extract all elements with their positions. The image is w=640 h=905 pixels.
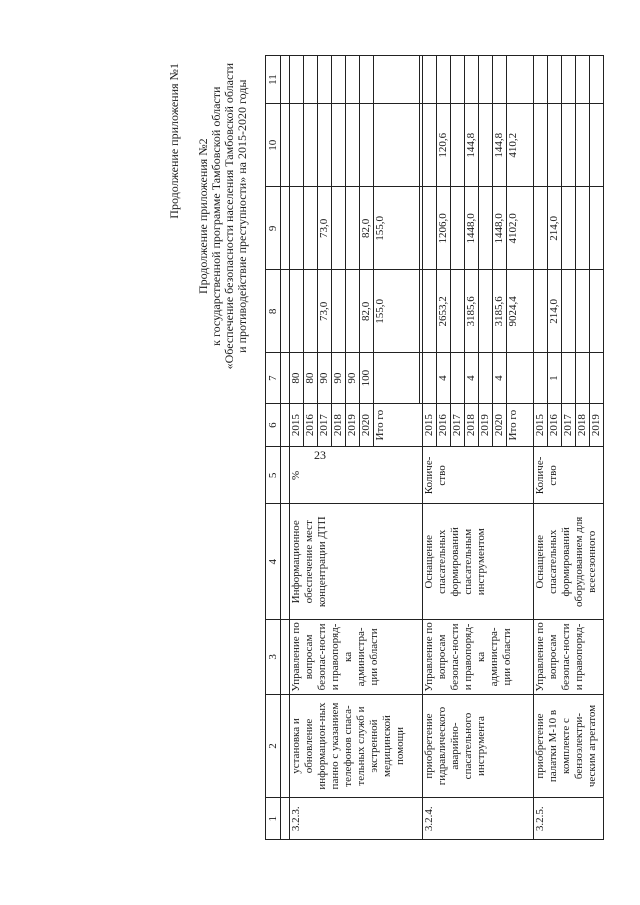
- col-5: 5: [266, 447, 281, 504]
- value-cell: 144,8: [465, 104, 479, 187]
- value-cell: 1448,0: [493, 187, 507, 270]
- value-cell: [332, 187, 346, 270]
- year-cell: 2018: [465, 403, 479, 447]
- col-9: 9: [266, 187, 281, 270]
- rotated-page-content: [155, 55, 625, 855]
- value-cell: [332, 270, 346, 353]
- value-cell: 214,0: [548, 187, 562, 270]
- value-cell: 90: [346, 353, 360, 403]
- year-cell: 2015: [290, 403, 304, 447]
- value-cell: [451, 353, 465, 403]
- year-cell: 2015: [423, 403, 437, 447]
- value-cell: [576, 270, 590, 353]
- value-cell: [534, 56, 548, 104]
- value-cell: [562, 353, 576, 403]
- value-cell: [548, 56, 562, 104]
- value-cell: [290, 56, 304, 104]
- value-cell: [360, 104, 374, 187]
- year-cell: 2016: [304, 403, 318, 447]
- value-cell: [346, 104, 360, 187]
- value-cell: [548, 104, 562, 187]
- value-cell: [479, 56, 493, 104]
- value-cell: 4: [465, 353, 479, 403]
- value-cell: [290, 104, 304, 187]
- value-cell: 73,0: [318, 187, 332, 270]
- heading-sub: [197, 63, 249, 369]
- value-cell: 410,2: [507, 104, 534, 187]
- value-cell: 80: [290, 353, 304, 403]
- value-cell: [290, 187, 304, 270]
- value-cell: 155,0: [374, 187, 420, 270]
- value-cell: [423, 104, 437, 187]
- value-cell: [346, 187, 360, 270]
- value-cell: [423, 270, 437, 353]
- value-cell: [590, 270, 604, 353]
- value-cell: [360, 56, 374, 104]
- row-code: 3.2.4.: [423, 798, 534, 840]
- col-8: 8: [266, 270, 281, 353]
- program-table: [265, 55, 604, 840]
- value-cell: [304, 104, 318, 187]
- heading-sub-line: Продолжение приложения №2: [196, 138, 210, 295]
- value-cell: [534, 104, 548, 187]
- value-cell: 4102,0: [507, 187, 534, 270]
- value-cell: [590, 353, 604, 403]
- value-cell: [374, 56, 420, 104]
- value-cell: [479, 353, 493, 403]
- value-cell: [576, 104, 590, 187]
- spacer-row: [281, 56, 290, 840]
- year-cell: 2017: [318, 403, 332, 447]
- year-cell: 2016: [437, 403, 451, 447]
- table-row: [290, 56, 304, 840]
- row-name: приобретение гидравлического аварийно-спасательного инструмента: [423, 694, 534, 798]
- row-code: 3.2.3.: [290, 798, 423, 840]
- value-cell: [576, 187, 590, 270]
- value-cell: [423, 187, 437, 270]
- value-cell: 80: [304, 353, 318, 403]
- value-cell: [534, 353, 548, 403]
- col-4: 4: [266, 504, 281, 620]
- value-cell: [332, 56, 346, 104]
- value-cell: [479, 104, 493, 187]
- row-executor: Управление по вопросам безопас-ности и правопоряд-: [534, 620, 604, 694]
- value-cell: 4: [493, 353, 507, 403]
- value-cell: [562, 187, 576, 270]
- row-indicator: Оснащение спасательных формирований оборудованием для всесезонного: [534, 504, 604, 620]
- value-cell: [437, 56, 451, 104]
- value-cell: [562, 56, 576, 104]
- value-cell: [479, 270, 493, 353]
- table-row: [534, 56, 548, 840]
- column-number-row: [266, 56, 281, 840]
- value-cell: [451, 270, 465, 353]
- row-unit: Количе-ство: [534, 447, 604, 504]
- row-unit: %: [290, 447, 423, 504]
- value-cell: 3185,6: [465, 270, 479, 353]
- row-executor: Управление по вопросам безопас-ности и правопоряд-ка администра-ции области: [290, 620, 423, 694]
- value-cell: 214,0: [548, 270, 562, 353]
- value-cell: 3185,6: [493, 270, 507, 353]
- value-cell: 1206,0: [437, 187, 451, 270]
- value-cell: 2653,2: [437, 270, 451, 353]
- value-cell: [479, 187, 493, 270]
- heading-sub-line: и противодействие преступности» на 2015-2020 годы: [235, 79, 249, 353]
- year-cell: 2017: [562, 403, 576, 447]
- value-cell: [465, 56, 479, 104]
- row-executor: Управление по вопросам безопас-ности и правопоряд-ка администра-ции области: [423, 620, 534, 694]
- value-cell: [374, 353, 420, 403]
- value-cell: [290, 270, 304, 353]
- year-cell: 2015: [534, 403, 548, 447]
- row-name: установка и обновление информацион-ных панно с указанием телефонов спаса-тельных служб и экстренной медицинской помощи: [290, 694, 423, 798]
- row-indicator: Оснащение спасательных формирований спасательным инструментом: [423, 504, 534, 620]
- value-cell: 73,0: [318, 270, 332, 353]
- col-6: 6: [266, 403, 281, 447]
- value-cell: [576, 353, 590, 403]
- value-cell: 120,6: [437, 104, 451, 187]
- value-cell: 82,0: [360, 270, 374, 353]
- value-cell: 144,8: [493, 104, 507, 187]
- value-cell: [451, 56, 465, 104]
- value-cell: 155,0: [374, 270, 420, 353]
- value-cell: [332, 104, 346, 187]
- value-cell: [304, 270, 318, 353]
- page-number: 23: [314, 448, 326, 462]
- value-cell: [304, 187, 318, 270]
- value-cell: 9024,4: [507, 270, 534, 353]
- value-cell: [304, 56, 318, 104]
- value-cell: [562, 270, 576, 353]
- row-name: приобретение палатки М-10 в комплекте с бензоэлектри-ческим агрегатом: [534, 694, 604, 798]
- value-cell: [590, 187, 604, 270]
- total-label: Ито го: [374, 403, 423, 447]
- year-cell: 2017: [451, 403, 465, 447]
- year-cell: 2018: [332, 403, 346, 447]
- heading-continuation: Продолжение приложения №1: [167, 63, 181, 219]
- year-cell: 2019: [479, 403, 493, 447]
- year-cell: 2019: [346, 403, 360, 447]
- col-1: 1: [266, 798, 281, 840]
- value-cell: [534, 270, 548, 353]
- value-cell: [562, 104, 576, 187]
- value-cell: [451, 104, 465, 187]
- heading-sub-line: «Обеспечение безопасности населения Тамбовской области: [222, 63, 236, 370]
- col-7: 7: [266, 353, 281, 403]
- value-cell: 90: [318, 353, 332, 403]
- value-cell: 100: [360, 353, 374, 403]
- total-label: Ито го: [507, 403, 534, 447]
- value-cell: 1448,0: [465, 187, 479, 270]
- value-cell: [374, 104, 420, 187]
- value-cell: [423, 56, 437, 104]
- year-cell: 2020: [360, 403, 374, 447]
- value-cell: [493, 56, 507, 104]
- value-cell: [590, 104, 604, 187]
- value-cell: [590, 56, 604, 104]
- value-cell: 90: [332, 353, 346, 403]
- value-cell: 82,0: [360, 187, 374, 270]
- value-cell: [346, 56, 360, 104]
- year-cell: 2016: [548, 403, 562, 447]
- value-cell: [451, 187, 465, 270]
- value-cell: [318, 104, 332, 187]
- col-10: 10: [266, 104, 281, 187]
- value-cell: [507, 56, 534, 104]
- value-cell: [423, 353, 437, 403]
- year-cell: 2020: [493, 403, 507, 447]
- value-cell: [576, 56, 590, 104]
- row-code: 3.2.5.: [534, 798, 604, 840]
- value-cell: [346, 270, 360, 353]
- row-unit: Количе-ство: [423, 447, 534, 504]
- value-cell: 1: [548, 353, 562, 403]
- value-cell: [318, 56, 332, 104]
- col-3: 3: [266, 620, 281, 694]
- heading-sub-line: к государственной программе Тамбовской области: [209, 86, 223, 346]
- year-cell: 2019: [590, 403, 604, 447]
- table-row: [423, 56, 437, 840]
- row-indicator: Информационное обеспечение мест концентрации ДТП: [290, 504, 423, 620]
- value-cell: [534, 187, 548, 270]
- year-cell: 2018: [576, 403, 590, 447]
- value-cell: [507, 353, 534, 403]
- value-cell: 4: [437, 353, 451, 403]
- col-2: 2: [266, 694, 281, 798]
- col-11: 11: [266, 56, 281, 104]
